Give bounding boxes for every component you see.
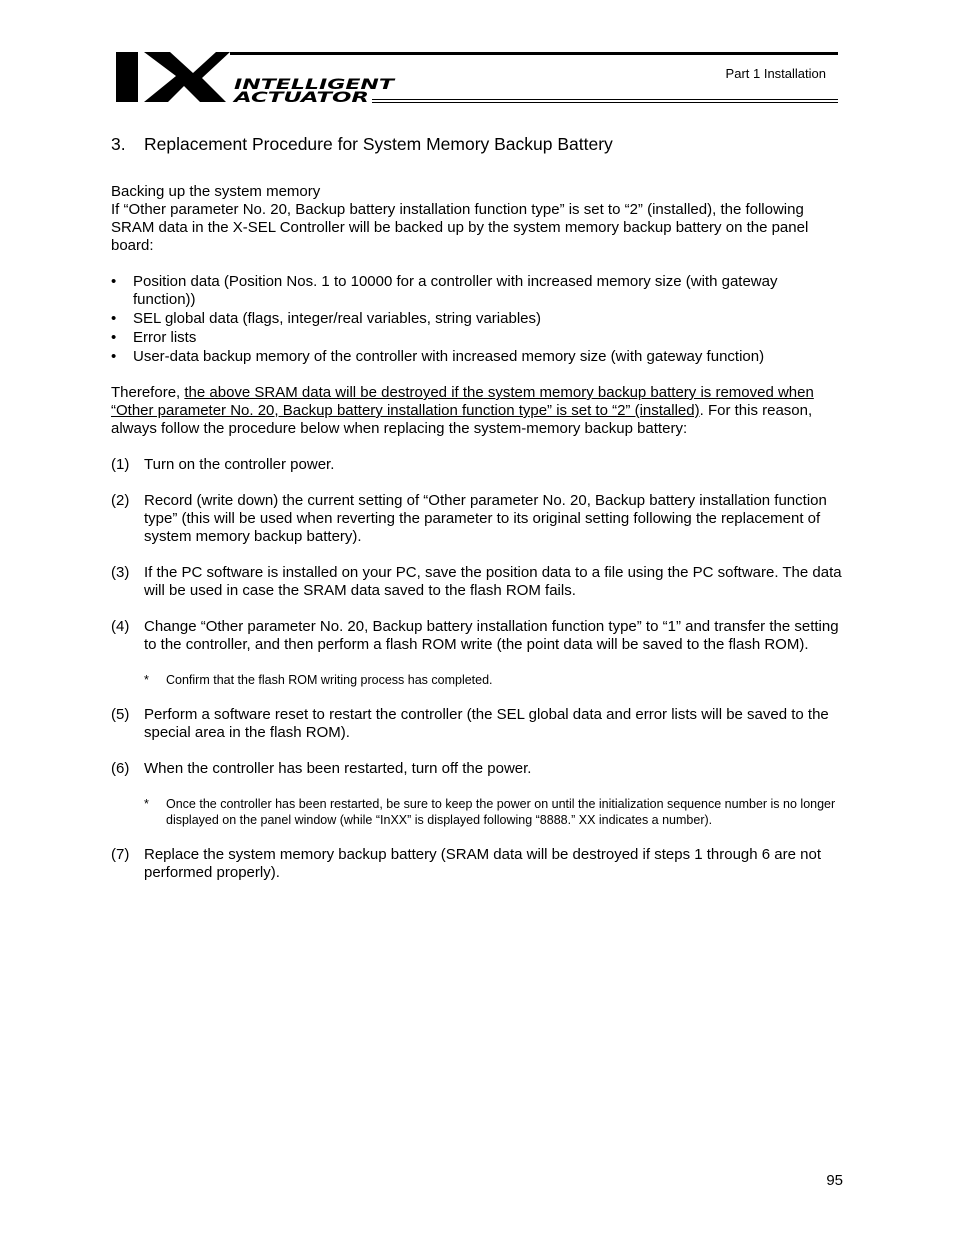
page-content (111, 132, 843, 900)
step-number: (7) (111, 846, 130, 863)
note-text: Confirm that the flash ROM writing process has completed. (166, 673, 493, 687)
step-number: (4) (111, 618, 130, 635)
list-item (111, 348, 843, 366)
bullet-icon: • (111, 273, 117, 290)
note-flash-rom (144, 672, 843, 688)
step-text: If the PC software is installed on your PC, save the position data to a file using the PC software. The data will be used in case the SRAM data saved to the flash ROM fails. (144, 564, 842, 599)
note-restart (144, 796, 843, 828)
procedure-step-5 (111, 706, 843, 742)
logo-text-actuator: ACTUATOR (232, 90, 369, 104)
intro-block (111, 183, 843, 255)
list-item (111, 273, 843, 309)
step-text: When the controller has been restarted, turn off the power. (144, 760, 532, 777)
list-item (111, 329, 843, 347)
list-item-text: Error lists (133, 329, 197, 346)
step-number: (6) (111, 760, 130, 777)
intro-text: If “Other parameter No. 20, Backup battery installation function type” is set to “2” (installed), the following SRAM data in the X-SEL Controller will be backed up by the system memory backup battery on the panel board: (111, 201, 809, 254)
section-number: 3. (111, 134, 126, 154)
intro-heading: Backing up the system memory (111, 183, 321, 200)
note-asterisk: * (144, 673, 149, 687)
list-item (111, 310, 843, 328)
therefore-warning: the above SRAM data will be destroyed if the system memory backup battery is removed when “Other parameter No. 20, Backup battery installation function type” is set to “2” (installed) (111, 384, 814, 419)
page-number: 95 (826, 1172, 843, 1189)
step-text: Perform a software reset to restart the controller (the SEL global data and error lists will be saved to the special area in the flash ROM). (144, 706, 829, 741)
therefore-paragraph (111, 384, 843, 438)
bullet-icon: • (111, 329, 117, 346)
list-item-text: SEL global data (flags, integer/real variables, string variables) (133, 310, 541, 327)
procedure-step-2 (111, 492, 843, 546)
step-number: (2) (111, 492, 130, 509)
section-title-text: Replacement Procedure for System Memory Backup Battery (144, 134, 613, 154)
procedure-step-4 (111, 618, 843, 654)
step-text: Record (write down) the current setting of “Other parameter No. 20, Backup battery installation function type” (this will be used when reverting the parameter to its original setting following the replacement of system memory backup battery). (144, 492, 827, 545)
procedure-step-3 (111, 564, 843, 600)
procedure-step-1 (111, 456, 843, 474)
section-title (111, 132, 843, 156)
note-text: Once the controller has been restarted, be sure to keep the power on until the initialization sequence number is no longer displayed on the panel window (while “InXX” is displayed following “8888.” XX indicates a number). (166, 797, 836, 827)
step-number: (3) (111, 564, 130, 581)
ix-logo-mark (114, 52, 398, 104)
list-item-text: Position data (Position Nos. 1 to 10000 for a controller with increased memory size (with gateway function)) (133, 273, 778, 308)
bullet-icon: • (111, 348, 117, 365)
procedure-step-7 (111, 846, 843, 882)
company-logo (114, 52, 398, 104)
logo-text-intelligent: INTELLIGENT (234, 77, 397, 93)
procedure-step-6 (111, 760, 843, 778)
header-rule-top (230, 52, 838, 55)
step-text: Replace the system memory backup battery (SRAM data will be destroyed if steps 1 through 6 are not performed properly). (144, 846, 821, 881)
part-label: Part 1 Installation (725, 66, 826, 81)
step-number: (1) (111, 456, 130, 473)
list-item-text: User-data backup memory of the controller with increased memory size (with gateway function) (133, 348, 765, 365)
header-rule-bottom (372, 99, 838, 103)
step-text: Change “Other parameter No. 20, Backup battery installation function type” to “1” and transfer the setting to the controller, and then perform a flash ROM write (the point data will be saved to the flash ROM). (144, 618, 839, 653)
note-asterisk: * (144, 797, 149, 811)
therefore-tail: . For this reason, always follow the procedure below when replacing the system-memory backup battery: (111, 402, 813, 437)
step-text: Turn on the controller power. (144, 456, 335, 473)
bullet-icon: • (111, 310, 117, 327)
step-number: (5) (111, 706, 130, 723)
backup-data-list (111, 273, 843, 366)
therefore-lead: Therefore, (111, 384, 185, 401)
